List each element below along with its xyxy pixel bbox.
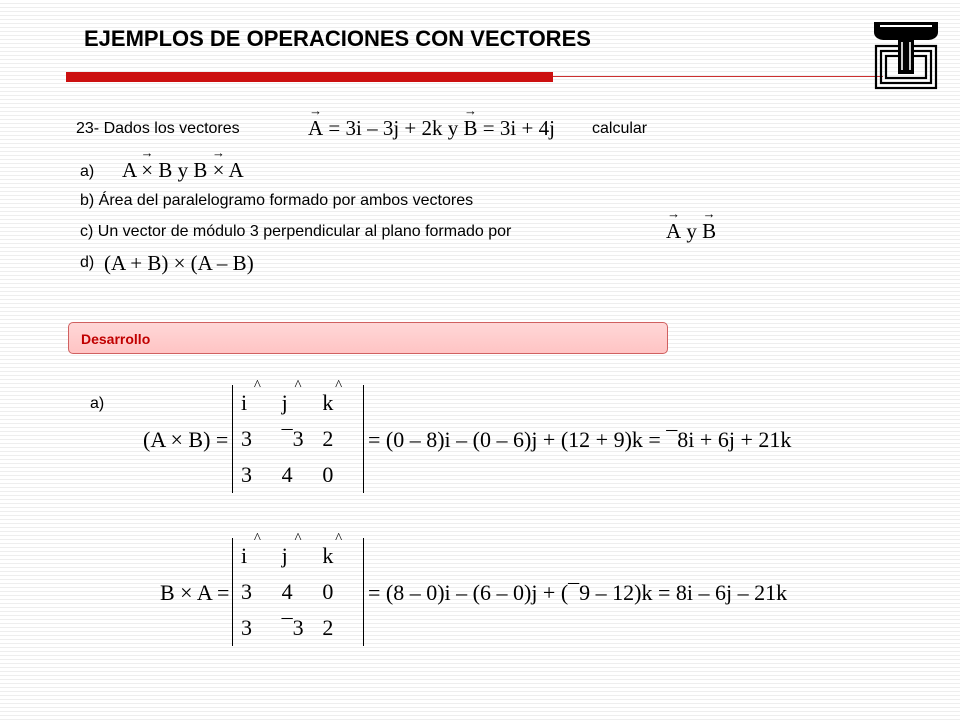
item-d-label: d) (80, 254, 95, 271)
vector-B-symbol: → B (464, 116, 478, 141)
eq1-row-2 (237, 421, 359, 457)
eq1-lhs: (A × B) = (143, 427, 229, 452)
eq2-determinant (232, 538, 364, 646)
title-underline-bar (66, 72, 553, 82)
desarrollo-header-box (68, 322, 668, 354)
vector-A-symbol: → A (308, 116, 323, 141)
expr-A: → A (666, 219, 681, 244)
expr-y: y (686, 219, 697, 243)
expr-B: → B (702, 219, 716, 244)
item-d-expression: (A + B) × (A – B) (104, 251, 254, 275)
expr-AxB: → A × B (122, 158, 172, 183)
page-title: EJEMPLOS DE OPERACIONES CON VECTORES (84, 26, 591, 51)
eq1-row-1 (237, 385, 359, 421)
desarrollo-label: Desarrollo (81, 331, 151, 347)
item-b-text: b) Área del paralelogramo formado por ambos vectores (80, 192, 474, 209)
item-c-expression (666, 219, 716, 244)
problem-calcular: calcular (592, 120, 648, 137)
unit-i: ^ i (237, 543, 278, 569)
item-c-text: c) Un vector de módulo 3 perpendicular al plano formado por (80, 223, 512, 240)
problem-intro: 23- Dados los vectores (76, 120, 240, 137)
matrix-cell: 0 (322, 462, 334, 487)
unit-k: ^ k (318, 543, 359, 569)
matrix-cell: 3 (241, 426, 252, 451)
matrix-cell: 3 (241, 615, 252, 640)
eq2-row-1 (237, 538, 359, 574)
matrix-cell: 2 (322, 426, 334, 451)
vector-A-components: = 3i – 3j + 2k (328, 116, 443, 140)
eq2-lhs: B × A = (160, 580, 230, 605)
matrix-cell: 4 (281, 462, 293, 487)
eq2-rhs: = (8 – 0)i – (6 – 0)j + (¯9 – 12)k = 8i – 6j – 21k (368, 580, 788, 605)
matrix-cell: ¯3 (281, 615, 304, 640)
unit-i: ^ i (237, 390, 278, 416)
eq1-rhs: = (0 – 8)i – (0 – 6)j + (12 + 9)k = ¯8i + 6j + 21k (368, 427, 792, 452)
unit-k: ^ k (318, 390, 359, 416)
eq2-row-2 (237, 574, 359, 610)
eq1-row-3 (237, 457, 359, 493)
eq2-row-3 (237, 610, 359, 646)
unit-j: ^ j (278, 543, 319, 569)
item-a-label: a) (80, 163, 95, 180)
matrix-cell: 3 (241, 462, 252, 487)
vector-B-components: = 3i + 4j (482, 116, 555, 140)
vector-definitions (308, 116, 555, 141)
institution-logo-icon (872, 16, 940, 92)
matrix-cell: 2 (322, 615, 334, 640)
title-underline-line (553, 76, 883, 77)
expr-BxA: → B × A (193, 158, 243, 183)
item-a-expression (122, 158, 244, 183)
eq1-determinant (232, 385, 364, 493)
expr-conj-y: y (177, 158, 189, 182)
conjunction-y: y (447, 116, 459, 140)
matrix-cell: 4 (281, 579, 293, 604)
unit-j: ^ j (278, 390, 319, 416)
matrix-cell: ¯3 (281, 426, 304, 451)
matrix-cell: 0 (322, 579, 334, 604)
matrix-cell: 3 (241, 579, 252, 604)
solution-a-label: a) (90, 395, 105, 412)
